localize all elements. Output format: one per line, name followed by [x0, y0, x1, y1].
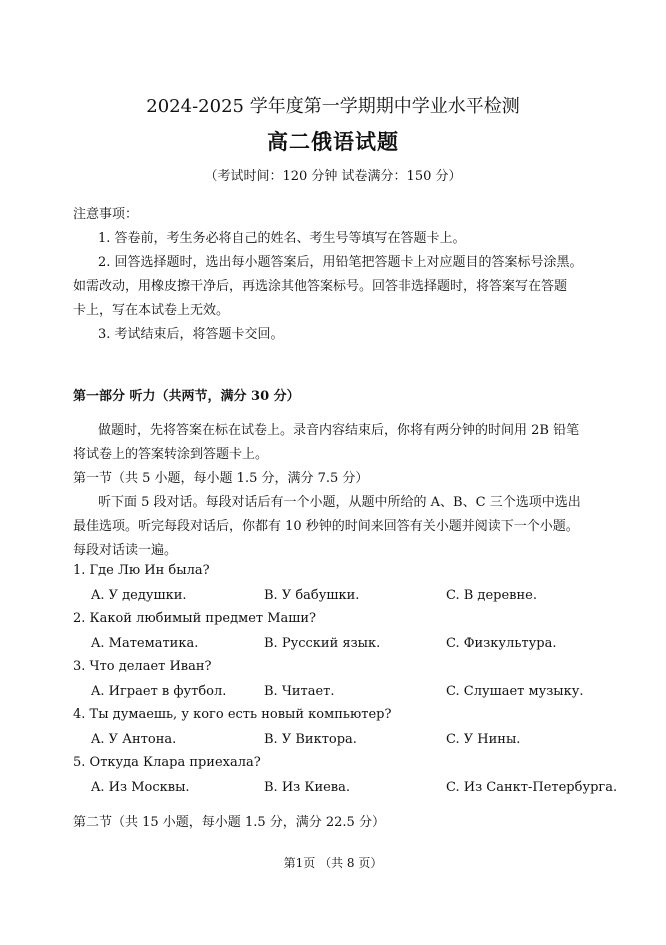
note-item-2-line-3: 卡上，写在本试卷上无效。 [73, 303, 230, 318]
exam-title: 2024-2025 学年度第一学期期中学业水平检测 [146, 96, 520, 117]
question-1-option-b: B. У бабушки. [264, 588, 360, 603]
page-number: 第1页 （共 8 页） [283, 856, 383, 870]
section1-instruction-line-2: 最佳选项。听完每段对话后，你都有 10 秒钟的时间来回答有关小题并阅读下一个小题。 [73, 519, 579, 534]
question-5-option-b: B. Из Киева. [264, 780, 350, 795]
question-4-option-a: A. У Антона. [91, 732, 177, 747]
question-5-option-a: A. Из Москвы. [91, 780, 190, 795]
section2-heading: 第二节（共 15 小题，每小题 1.5 分，满分 22.5 分） [73, 815, 385, 830]
note-item-2-line-1: 2. 回答选择题时，选出每小题答案后，用铅笔把答题卡上对应题目的答案标号涂黑。 [98, 255, 583, 270]
question-3-option-c: C. Слушает музыку. [446, 684, 584, 699]
part1-heading: 第一部分 听力（共两节，满分 30 分） [73, 389, 300, 404]
note-item-3: 3. 考试结束后，将答题卡交回。 [98, 327, 284, 342]
question-2-option-a: A. Математика. [91, 636, 199, 651]
question-3-option-b: B. Читает. [264, 684, 335, 699]
exam-time-score: （考试时间：120 分钟 试卷满分：150 分） [204, 169, 462, 184]
question-3-option-a: A. Играет в футбол. [91, 684, 227, 699]
section1-instruction-line-1: 听下面 5 段对话。每段对话后有一个小题，从题中所给的 A、B、C 三个选项中选出 [98, 495, 581, 510]
question-2: 2. Какой любимый предмет Маши? [73, 611, 317, 626]
section1-instruction-line-3: 每段对话读一遍。 [73, 543, 178, 558]
exam-subject-title: 高二俄语试题 [267, 129, 399, 154]
question-2-option-c: C. Физкультура. [446, 636, 557, 651]
note-item-2-line-2: 如需改动，用橡皮擦干净后，再选涂其他答案标号。回答非选择题时，将答案写在答题 [73, 279, 568, 294]
question-5-option-c: C. Из Санкт-Петербурга. [446, 780, 618, 795]
question-2-option-b: B. Русский язык. [264, 636, 381, 651]
section1-heading: 第一节（共 5 小题，每小题 1.5 分，满分 7.5 分） [73, 471, 369, 486]
question-4: 4. Ты думаешь, у кого есть новый компьютер? [73, 707, 392, 722]
part1-intro-line-1: 做题时，先将答案在标在试卷上。录音内容结束后，你将有两分钟的时间用 2B 铅笔 [98, 423, 580, 438]
question-1: 1. Где Лю Ин была? [73, 563, 210, 578]
notes-heading: 注意事项： [73, 207, 139, 222]
question-1-option-a: A. У дедушки. [91, 588, 187, 603]
question-3: 3. Что делает Иван? [73, 659, 212, 674]
note-item-1: 1. 答卷前，考生务必将自己的姓名、考生号等填写在答题卡上。 [98, 231, 466, 246]
question-1-option-c: C. В деревне. [446, 588, 537, 603]
part1-intro-line-2: 将试卷上的答案转涂到答题卡上。 [73, 447, 269, 462]
question-5: 5. Откуда Клара приехала? [73, 755, 261, 770]
question-4-option-b: B. У Виктора. [264, 732, 357, 747]
question-4-option-c: C. У Нины. [446, 732, 521, 747]
